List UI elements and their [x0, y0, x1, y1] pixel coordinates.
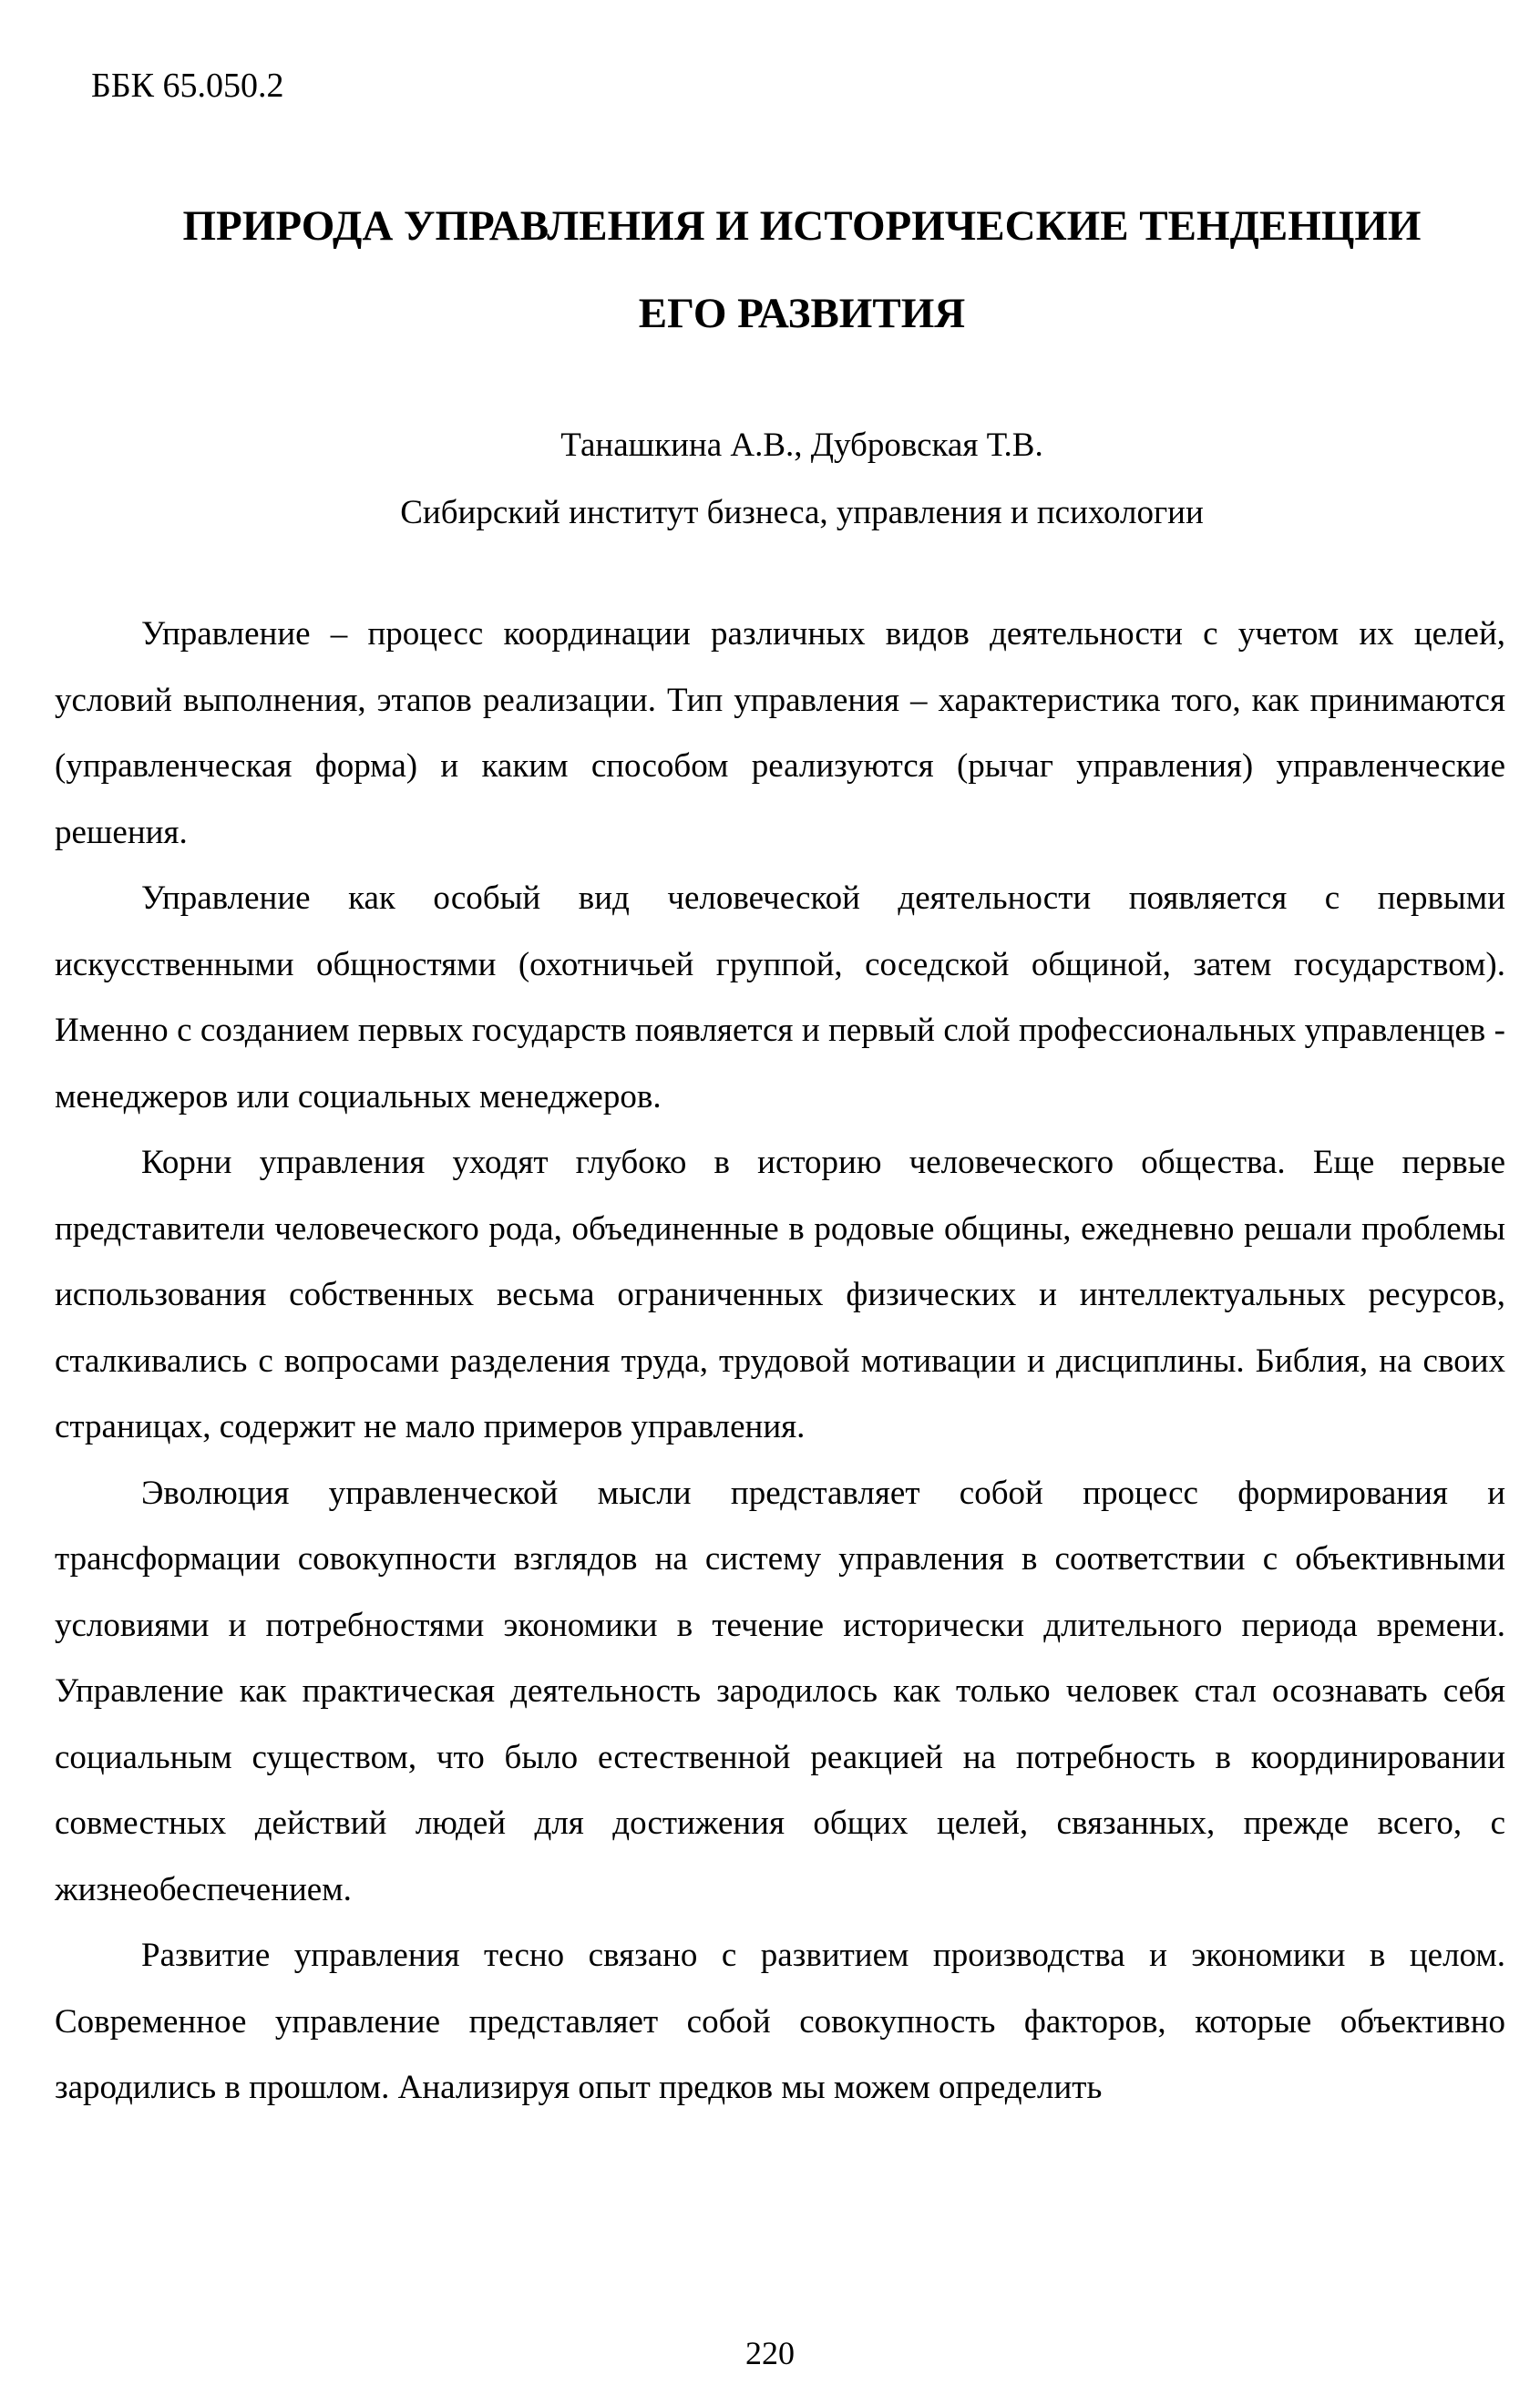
author-affiliation: Сибирский институт бизнеса, управления и психологии — [400, 494, 1204, 531]
body-paragraph: Развитие управления тесно связано с развитием производства и экономики в целом. Современное управление представляет собой совокупность факторов, которые объективно зародились в прошлом. Анализируя опыт предков мы можем определить — [55, 1937, 1505, 2106]
title-line-2: ЕГО РАЗВИТИЯ — [638, 290, 966, 337]
article-title — [128, 182, 1476, 357]
title-line-1: ПРИРОДА УПРАВЛЕНИЯ И ИСТОРИЧЕСКИЕ ТЕНДЕНЦИИ — [182, 202, 1422, 250]
author-block — [128, 412, 1476, 547]
article-body — [55, 602, 1505, 2122]
page-number: 220 — [745, 2335, 795, 2371]
classification-code: ББК 65.050.2 — [91, 67, 284, 105]
body-paragraph: Корни управления уходят глубоко в историю человеческого общества. Еще первые представители человеческого рода, объединенные в родовые общины, ежедневно решали проблемы использования собственных весьма ограниченных физических и интеллектуальных ресурсов, сталкивались с вопросами разделения труда, трудовой мотивации и дисциплины. Библия, на своих страницах, содержит не мало примеров управления. — [55, 1144, 1505, 1445]
body-paragraph: Эволюция управленческой мысли представляет собой процесс формирования и трансформации совокупности взглядов на систему управления в соответствии с объективными условиями и потребностями экономики в течение исторически длительного периода времени. Управление как практическая деятельность зародилось как только человек стал осознавать себя социальным существом, что было естественной реакцией на потребность в координировании совместных действий людей для достижения общих целей, связанных, прежде всего, с жизнеобеспечением. — [55, 1474, 1505, 1908]
body-paragraph: Управление – процесс координации различных видов деятельности с учетом их целей, условий выполнения, этапов реализации. Тип управления – характеристика того, как принимаются (управленческая форма) и каким способом реализуются (рычаг управления) управленческие решения. — [55, 615, 1505, 851]
body-paragraph: Управление как особый вид человеческой деятельности появляется с первыми искусственными общностями (охотничьей группой, соседской общиной, затем государством). Именно с созданием первых государств появляется и первый слой профессиональных управленцев - менеджеров или социальных менеджеров. — [55, 879, 1505, 1116]
author-names: Танашкина А.В., Дубровская Т.В. — [560, 427, 1043, 464]
